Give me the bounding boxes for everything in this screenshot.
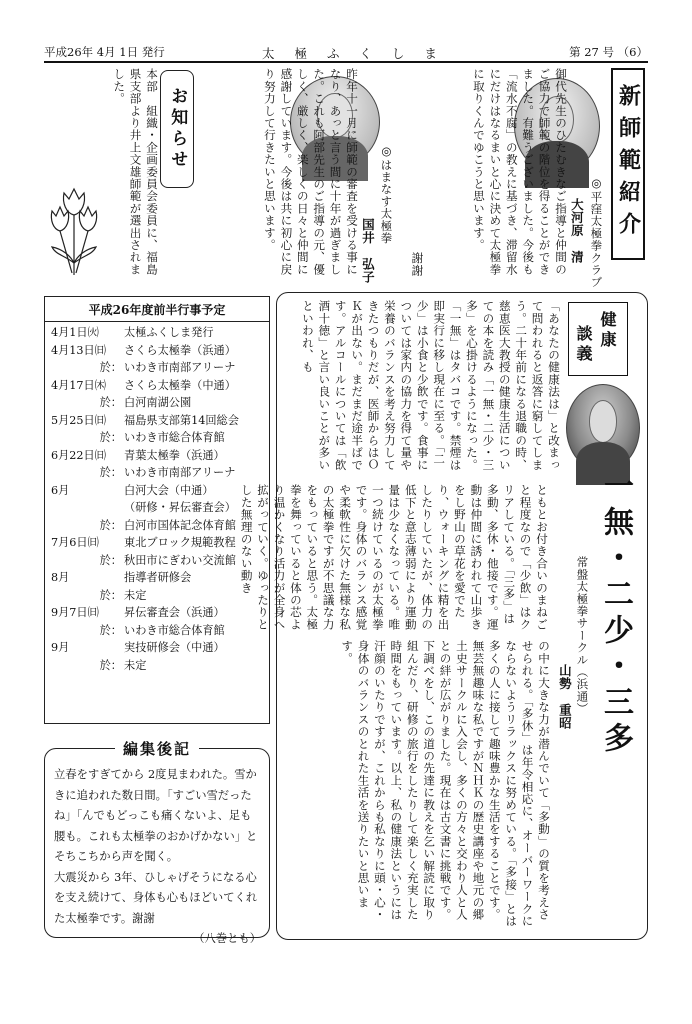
schedule-row bbox=[51, 517, 263, 535]
schedule-row bbox=[51, 447, 263, 465]
schedule-event: さくら太極拳（浜通） bbox=[124, 343, 236, 357]
editorial-title: 編集後記 bbox=[115, 740, 199, 758]
health-series-b: 談義 bbox=[574, 325, 593, 365]
schedule-date: 於： bbox=[99, 623, 122, 637]
editorial-body bbox=[54, 765, 261, 950]
editorial-box bbox=[44, 740, 270, 945]
master1-name: 大河原 清 bbox=[569, 198, 585, 264]
schedule-date: 於： bbox=[99, 431, 122, 444]
schedule-event: 白河南湖公園 bbox=[124, 396, 192, 409]
schedule-date: 6月22日㈰ bbox=[51, 448, 106, 462]
newsletter-title: 太 極 ふ く し ま bbox=[262, 46, 445, 61]
schedule-row bbox=[51, 324, 263, 342]
schedule-date: 於： bbox=[99, 466, 122, 479]
editorial-signature: （八巻とも） bbox=[193, 932, 261, 945]
schedule-event: いわき市総合体育館 bbox=[124, 623, 225, 637]
schedule-row bbox=[51, 464, 263, 482]
schedule-row bbox=[51, 359, 263, 377]
schedule-date: 於： bbox=[99, 518, 122, 532]
health-series-a: 健康 bbox=[598, 311, 617, 351]
schedule-event: いわき市南部アリーナ bbox=[124, 466, 236, 479]
schedule-date: 於： bbox=[99, 361, 122, 374]
schedule-date: 6月 bbox=[51, 483, 70, 497]
author-photo bbox=[566, 384, 640, 472]
schedule-date: 4月13日㈰ bbox=[51, 343, 106, 357]
new-masters-title-box bbox=[611, 68, 645, 260]
schedule-row bbox=[51, 534, 263, 552]
new-masters-title: 新師範紹介 bbox=[615, 84, 641, 244]
master2-name: 国井 弘子 bbox=[360, 218, 376, 284]
schedule-event: 太極ふくしま発行 bbox=[124, 326, 214, 339]
schedule-row bbox=[51, 377, 263, 395]
tulip-illustration bbox=[46, 175, 102, 280]
schedule-date: 9月7日㈰ bbox=[51, 606, 99, 619]
schedule-date: 於： bbox=[99, 658, 122, 672]
schedule-date: 7月6日㈰ bbox=[51, 536, 99, 549]
schedule-row bbox=[51, 342, 263, 360]
schedule-event: 昇伝審査会（浜通） bbox=[124, 606, 225, 619]
schedule-event: いわき市総合体育館 bbox=[124, 431, 225, 444]
schedule-title: 平成26年度前半行事予定 bbox=[45, 297, 269, 322]
header-divider bbox=[44, 61, 648, 63]
schedule-date: 4月17日㈭ bbox=[51, 378, 106, 392]
schedule-row bbox=[51, 587, 263, 605]
schedule-row bbox=[51, 482, 263, 500]
schedule-date bbox=[51, 499, 124, 517]
schedule-date: 於： bbox=[99, 396, 122, 409]
schedule-date: 4月1日㈫ bbox=[51, 326, 99, 339]
health-column-left: 「あなたの健康法は」と改まって問われると返答に窮してしまう。二十年前になる退職の時、慈恵医大教授の健康生活についての本を読み「一無・二少・三多」を心掛けるようになった。「一無」はタバコです。禁煙は即実行に移し現在に至る。「二少」は小食と少飲です。食事については家内の協力を得て量や栄養のバランスを考え努力してきたつもりだが、医師からはＯＫが出ない。まだまだ途半ばです。アルコールについては「飲酒十徳」と言い良いことが多いといわれ、も bbox=[300, 300, 561, 471]
health-club: 常盤太極拳サークル（浜通） bbox=[575, 556, 590, 715]
master1-thanks: 謝謝 bbox=[410, 252, 425, 277]
schedule-event: 未定 bbox=[124, 658, 147, 672]
schedule-event: 東北ブロック規範教程 bbox=[124, 536, 236, 549]
schedule-date: 5月25日㈰ bbox=[51, 413, 106, 427]
schedule-row bbox=[51, 429, 263, 447]
schedule-event: いわき市南部アリーナ bbox=[124, 361, 236, 374]
schedule-event: 白河市国体記念体育館 bbox=[124, 518, 236, 532]
schedule-event: 青葉太極拳（浜通） bbox=[124, 448, 225, 462]
issue-number: 第 27 号 （6） bbox=[569, 45, 648, 59]
notice-title-box bbox=[160, 70, 194, 188]
editorial-paragraph: 立春をすぎてから 2度見まわれた。雪かきに追われた数日間。「すごい雪だったね」「んでもどっこも痛くないよ、足も腰も。これも太極拳のおかげかない」とそちこちから声を聞く。 bbox=[54, 768, 258, 863]
schedule-row bbox=[51, 569, 263, 587]
schedule-row bbox=[51, 394, 263, 412]
health-series-label bbox=[568, 302, 628, 376]
notice-title: お知らせ bbox=[167, 87, 188, 171]
schedule-event: （研修・昇伝審査会） bbox=[124, 501, 236, 514]
schedule-row bbox=[51, 499, 263, 517]
schedule-event: 実技研修会（中通） bbox=[124, 641, 225, 654]
schedule-event: 指導者研修会 bbox=[124, 571, 192, 584]
schedule-row bbox=[51, 412, 263, 430]
schedule-row bbox=[51, 552, 263, 570]
schedule-event: 秋田市にぎわい交流館 bbox=[124, 553, 236, 567]
schedule-date: 於： bbox=[99, 553, 122, 567]
schedule-date: 於： bbox=[99, 588, 122, 602]
schedule-event: 白河大会（中通） bbox=[124, 483, 214, 497]
schedule-date: 9月 bbox=[51, 641, 70, 654]
page-header bbox=[44, 42, 648, 62]
schedule-event: さくら太極拳（中通） bbox=[124, 378, 236, 392]
issue-date: 平成26年 4月 1日 発行 bbox=[44, 45, 165, 59]
master1-club: ◎平窪太極拳クラブ bbox=[589, 176, 604, 289]
master2-body: 昨年十一月に師範の審査を受ける事になり、あっと言う間に十年が過ぎました。これも阿部先生のご指導の元、優しく、厳しく、楽しくの日々と仲間に感謝しています。今後は共に初心に戻り努力して行きたいと思います。 bbox=[262, 68, 359, 276]
health-article-title: 一無・二少・三多 bbox=[598, 470, 633, 758]
schedule-event: 福島県支部第14回総会 bbox=[124, 413, 239, 427]
notice-body: 本部 組織・企画委員会委員に、福島県支部より井上文雄師範が選出されました。 bbox=[112, 68, 159, 276]
health-column-mid: ともとお付き合いのまねごと程度なので「少飲」はクリアしている。「三多」は多動、多休・他接です。運動は仲間に誘われて山歩きをし野山の草花を愛でたり、ウォーキングに精を出したりしていたが、体力の低下と意志薄弱により運動量は少なくなっている。唯一つ続けているのが太極拳です。身体のバランス感覚や柔軟性に欠けた無様な私の太極拳ですが不思議な力をもっていると思う。太極拳を舞っていると体の芯より温かくなり活力が全身へ拡がっていく。ゆったりとした無理のない動き bbox=[239, 484, 549, 631]
editorial-paragraph: 大震災から 3年、ひしゃげそうになる心を支え続けて、身体も心もほどいてくれた太極拳です。謝謝 bbox=[54, 870, 258, 925]
schedule-date: 8月 bbox=[51, 571, 70, 584]
schedule-event: 未定 bbox=[124, 588, 147, 602]
schedule-row bbox=[51, 657, 263, 675]
schedule-row bbox=[51, 622, 263, 640]
schedule-box bbox=[44, 296, 270, 724]
health-column-right: の中に大きな力が潜んでいて「多動」の質を考えさせられる。「多休」は年令相応に、オーバーワークにならないようリラックスに努めている。「多接」とは多くの人に接して趣味豊かな生活をすることです。無芸無趣味な私ですがＮＨＫの歴史講座や地元の郷土史サークルに入会し、多くの方々と交わり人と人との絆が広がりました。現在は古文書に挑戦です。下調べをし、この道の先達に教えを乞い解読に取り組んだり、研修の旅行をしたりして楽しく充実した時間をもっています。以上、私の健康法というには汗顔のいたりですが、これからも私なりに頭・心・身体のバランスのとれた生活を送りたいと思います。 bbox=[340, 640, 551, 927]
health-author: 山勢 重昭 bbox=[557, 664, 573, 730]
schedule-list bbox=[45, 322, 269, 676]
schedule-row bbox=[51, 604, 263, 622]
master1-body: 御代先生のひたむきなご指導と仲間のご協力で師範の階位を得ることができました。有難うございました。今後も「流水不腐」の教えに基づき、滞留水にだけはなるまいと心に決めて太極拳に取りくんでゆこうと思います。 bbox=[471, 68, 568, 276]
master2-club: ◎はまなす太極拳 bbox=[379, 144, 394, 244]
schedule-row bbox=[51, 639, 263, 657]
